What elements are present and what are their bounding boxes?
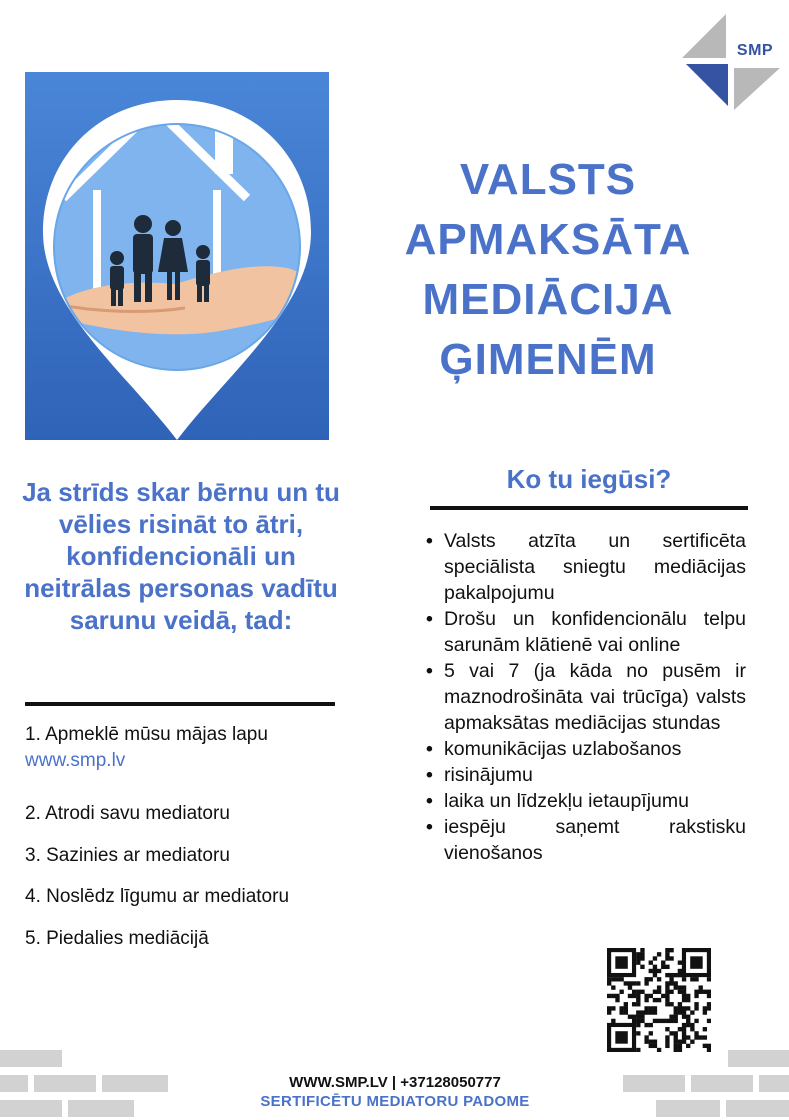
benefits-heading: Ko tu iegūsi? <box>506 464 672 494</box>
brick-decoration <box>623 1075 685 1092</box>
bullet-icon: • <box>426 608 433 630</box>
benefit-item <box>424 788 746 814</box>
benefit-text: komunikācijas uzlabošanos <box>444 738 682 760</box>
brick-decoration <box>656 1100 720 1117</box>
benefit-text: Valsts atzīta un sertificēta speciālista sniegtu mediācijas pakalpojumu <box>444 530 746 604</box>
step-1: 1. Apmeklē mūsu mājas lapu <box>25 724 268 745</box>
benefits-list <box>424 528 746 866</box>
footer-organization: SERTIFICĒTU MEDIATORU PADOME <box>260 1093 530 1110</box>
benefit-item <box>424 814 746 866</box>
brick-decoration <box>0 1075 28 1092</box>
benefit-item <box>424 736 746 762</box>
title-line-1: VALSTS <box>459 155 637 204</box>
bullet-icon: • <box>426 764 433 786</box>
main-title <box>360 150 736 390</box>
title-line-3: MEDIĀCIJA <box>422 275 674 324</box>
footer-contact: WWW.SMP.LV | +37128050777 <box>289 1074 501 1091</box>
title-line-4: ĢIMENĒM <box>439 335 657 384</box>
step-3: 3. Sazinies ar mediatoru <box>25 845 230 866</box>
bullet-icon: • <box>426 530 433 552</box>
benefit-text: laika un līdzekļu ietaupījumu <box>444 790 689 812</box>
benefit-text: risinājumu <box>444 764 533 786</box>
title-line-2: APMAKSĀTA <box>404 215 692 264</box>
step-2: 2. Atrodi savu mediatoru <box>25 803 230 824</box>
brick-decoration <box>68 1100 134 1117</box>
bullet-icon: • <box>426 790 433 812</box>
step-5: 5. Piedalies mediācijā <box>25 928 209 949</box>
benefit-text: Drošu un konfidencionālu telpu sarunām klātienē vai online <box>444 608 746 656</box>
brick-decoration <box>34 1075 96 1092</box>
logo-text: SMP <box>736 42 774 59</box>
bullet-icon: • <box>426 738 433 760</box>
website-link[interactable]: www.smp.lv <box>25 750 126 771</box>
brick-decoration <box>728 1050 789 1067</box>
divider-left <box>25 702 335 706</box>
family-house-image <box>25 72 329 440</box>
brick-decoration <box>0 1100 62 1117</box>
benefit-item <box>424 528 746 606</box>
brick-decoration <box>759 1075 789 1092</box>
divider-right <box>430 506 748 510</box>
benefit-item <box>424 762 746 788</box>
smp-logo <box>682 14 780 110</box>
benefit-text: 5 vai 7 (ja kāda no pusēm ir maznodrošināta vai trūcīga) valsts apmaksātas mediācijas stundas <box>444 660 746 734</box>
qr-code[interactable] <box>607 948 711 1052</box>
brick-decoration <box>102 1075 168 1092</box>
benefit-text: iespēju saņemt rakstisku vienošanos <box>444 816 746 864</box>
benefit-item <box>424 658 746 736</box>
bullet-icon: • <box>426 816 433 838</box>
brick-decoration <box>726 1100 789 1117</box>
intro-text: Ja strīds skar bērnu un tu vēlies risināt to ātri, konfidencionāli un neitrālas personas vadītu sarunu veidā, tad: <box>22 477 340 635</box>
brick-decoration <box>0 1050 62 1067</box>
brick-decoration <box>691 1075 753 1092</box>
bullet-icon: • <box>426 660 433 682</box>
step-4: 4. Noslēdz līgumu ar mediatoru <box>25 886 290 907</box>
benefit-item <box>424 606 746 658</box>
